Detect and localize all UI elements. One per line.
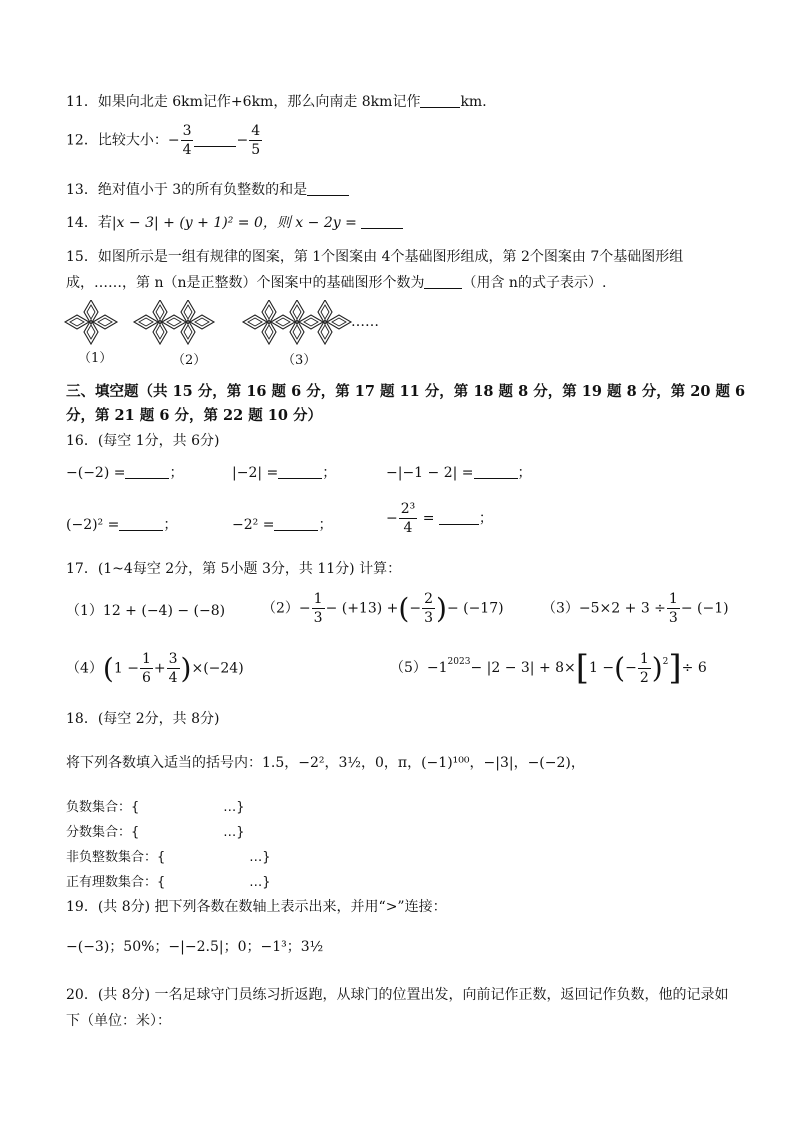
figure-label-3: （3）: [282, 353, 317, 368]
answer-blank: [420, 93, 460, 108]
question-18-head: 18．(每空 2分，共 8分): [66, 711, 220, 727]
figure-label-1: （1）: [78, 351, 113, 366]
answer-blank: [361, 214, 403, 229]
set-fraction: 分数集合：{ …}: [66, 825, 245, 840]
q17-part-4: （4）(1 − $\frac{1}{6}$ + $\frac{3}{4}$ )×(−24): [66, 651, 244, 686]
question-15-line1: 15．如图所示是一组有规律的图案，第 1个图案由 4个基础图形组成，第 2个图案由 7个基础图形组: [66, 249, 684, 265]
fraction: $\frac{3}{4}$: [182, 123, 192, 158]
question-20-line1: 20．(共 8分) 一名足球守门员练习折返跑，从球门的位置出发，向前记作正数，返回记作负数，他的记录如: [66, 987, 729, 1003]
q12-prefix: 12．比较大小：: [66, 132, 168, 149]
q11-text: 11．如果向北走 6km记作+6km，那么向南走 8km记作: [66, 94, 421, 110]
question-16-head: 16．(每空 1分，共 6分): [66, 433, 220, 449]
question-13: 13．绝对值小于 3的所有负整数的和是: [66, 179, 349, 199]
set-positive-rational: 正有理数集合：{ …}: [66, 875, 271, 890]
question-19-head: 19．(共 8分) 把下列各数在数轴上表示出来，并用“>”连接：: [66, 899, 447, 915]
answer-blank: [194, 132, 236, 147]
set-negative: 负数集合：{ …}: [66, 800, 245, 815]
figure-label-2: （2）: [172, 353, 207, 368]
question-19-list: −(−3)；50%；−|−2.5|；0；−1³；3½: [66, 939, 324, 955]
fraction: $\frac{4}{5}$: [251, 123, 261, 158]
question-11: [66, 91, 496, 111]
pattern-figure-3: [243, 300, 351, 344]
question-14: 14．若|x − 3| + (y + 1)² = 0，则 x − 2y =: [66, 212, 403, 232]
section-heading-line2: 分，第 21 题 6 分，第 22 题 10 分）: [66, 407, 323, 424]
q17-part-1: （1）12 + (−4) − (−8): [66, 603, 226, 619]
set-nonnegative-integer: 非负整数集合：{ …}: [66, 850, 271, 865]
question-12: 12．比较大小：− $\frac{3}{4}$ − $\frac{4}{5}$: [66, 123, 261, 158]
q17-part-3: （3）−5×2 + 3 ÷ $\frac{1}{3}$ − (−1): [542, 591, 729, 626]
q16-expr-1: −(−2) = ；: [66, 465, 184, 481]
question-15-line2: 成，……，第 n（n是正整数）个图案中的基础图形个数为 （用含 n的式子表示）.: [66, 275, 607, 291]
q17-part-5: $(5)-1^{2023}- |2 - 3| + 8\times[1$ −(− $\frac{1}{2}$ )$^2$]÷ 6: [390, 648, 707, 688]
section-heading-line1: 三、填空题（共 15 分，第 16 题 6 分，第 17 题 11 分，第 18 题 8 分，第 19 题 8 分，第 20 题 6: [66, 383, 746, 400]
question-20-line2: 下（单位：米）：: [66, 1013, 171, 1029]
q11-unit: km．: [460, 94, 497, 110]
q17-part-2: （2）− $\frac{1}{3}$ − (+13) +(− $\frac{2}{3}$ )− (−17): [262, 591, 504, 626]
question-17-head: 17．(1~4每空 2分，第 5小题 3分，共 11分) 计算：: [66, 561, 402, 577]
q16-expr-6: − $\frac{\text{2³}}{4}$ = ；: [386, 501, 493, 536]
pattern-ellipsis: ……: [351, 314, 379, 330]
answer-blank: [424, 274, 462, 289]
pattern-figure-1: [65, 300, 117, 344]
question-18-intro: 将下列各数填入适当的括号内：1.5，−2²，3½，0，π，(−1)¹⁰⁰，−|3|，−(−2)，: [66, 755, 585, 771]
answer-blank: [307, 181, 349, 196]
q16-expr-2: |−2| = ；: [232, 465, 337, 481]
q16-expr-5: −2² = ；: [232, 517, 333, 533]
pattern-figure-2: [134, 300, 214, 344]
q16-expr-4: (−2)² = ；: [66, 517, 178, 533]
q16-expr-3: −|−1 − 2| = ；: [386, 465, 532, 481]
